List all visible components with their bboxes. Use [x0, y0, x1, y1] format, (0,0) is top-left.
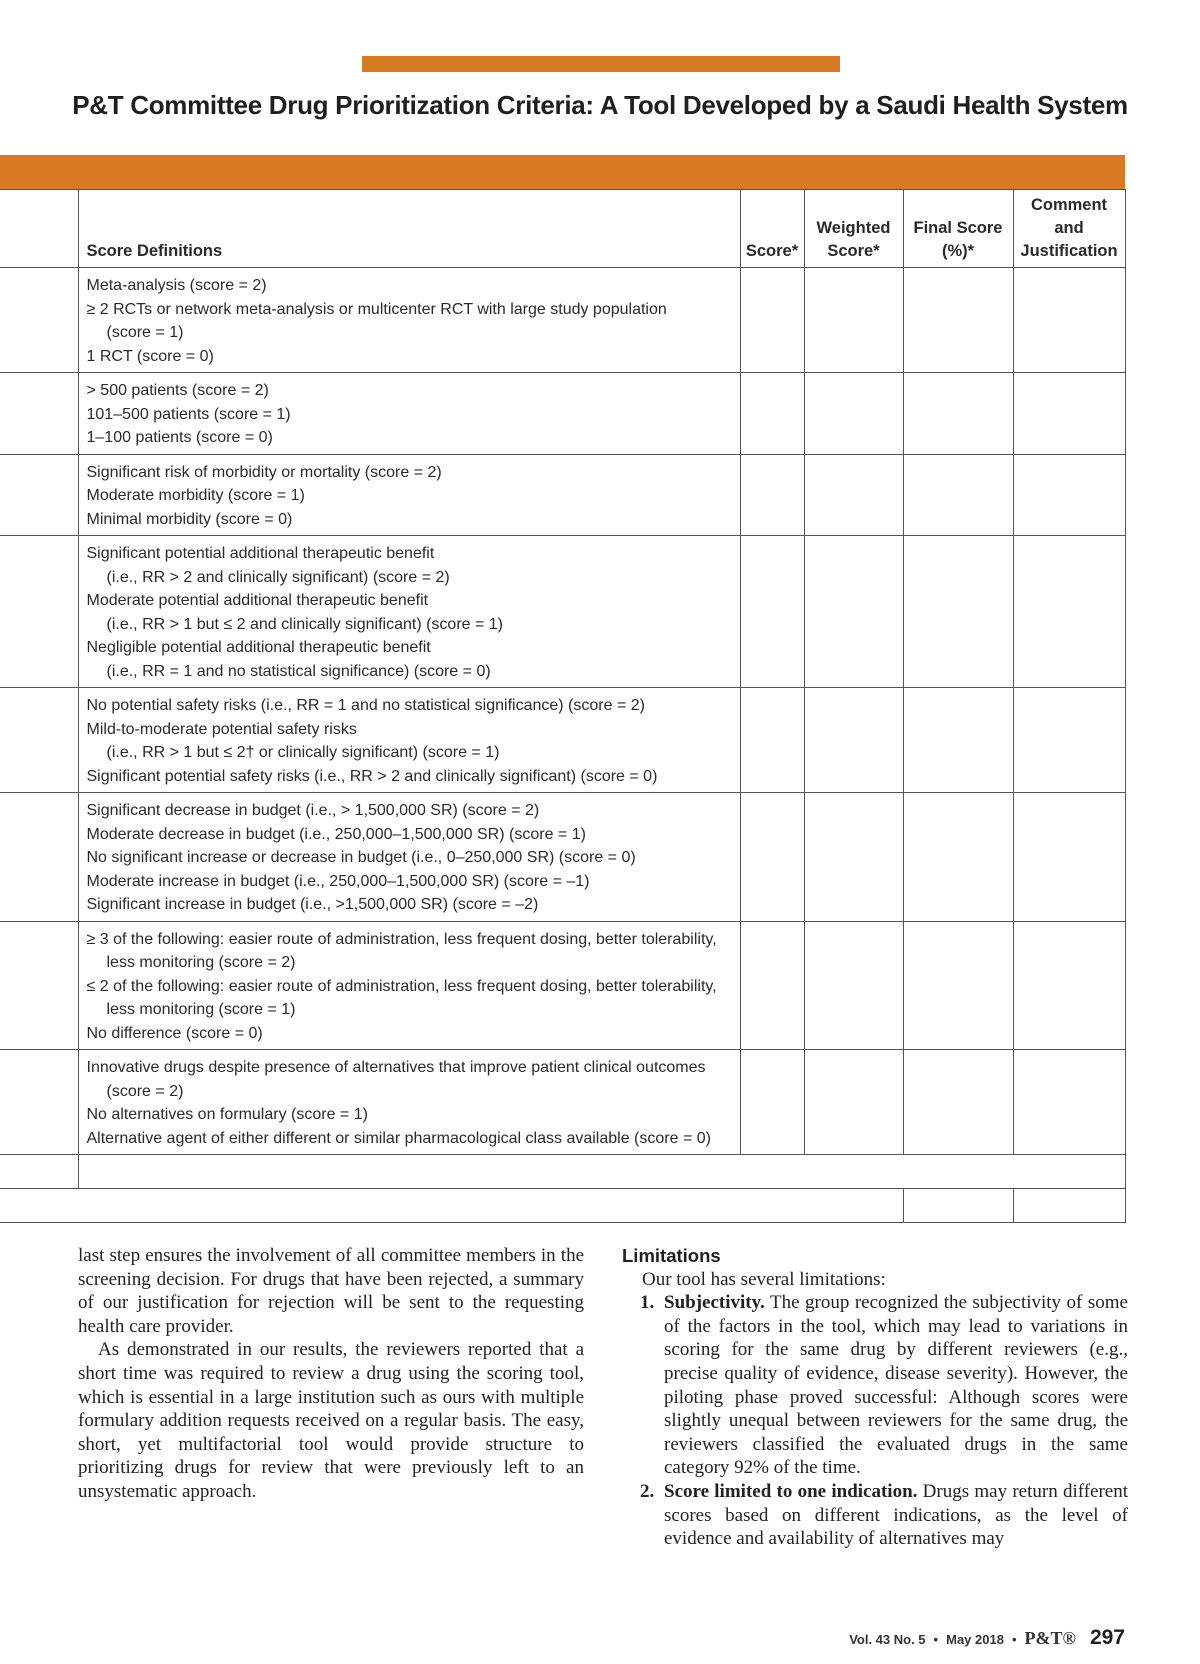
definition-line: 1–100 patients (score = 0): [86, 429, 273, 446]
weighted-score-cell: [804, 268, 903, 373]
table-row: [0, 688, 1125, 793]
comment-cell: [1013, 454, 1125, 536]
comment-cell: [1013, 373, 1125, 455]
item-text: The group recognized the subjectivity of some of the factors in the tool, which may lead to variations in scoring for the same drug by different reviewers (e.g., precise quality of evidence, disease severity). However, the piloting phase proved successful: Although scores were slightly unequal between reviewers for the same drug, the reviewers classified the evaluated drugs in the same category 92% of the time.: [664, 1292, 1128, 1479]
left-text-column: [78, 1244, 584, 1504]
definition-line: Significant decrease in budget (i.e., > 1,500,000 SR) (score = 2): [86, 802, 540, 819]
item-number: 1.: [640, 1292, 655, 1314]
criteria-cell: [0, 921, 78, 1050]
definition-line: 101–500 patients (score = 1): [86, 405, 291, 423]
final-score-cell: [903, 921, 1013, 1050]
criteria-table-body: [0, 268, 1125, 1223]
limitations-heading: Limitations: [622, 1245, 721, 1266]
definition-line: Moderate potential additional therapeutic benefit: [86, 592, 429, 609]
definition-line: No difference (score = 0): [86, 1024, 263, 1042]
weighted-score-cell: [804, 373, 903, 455]
paragraph: As demonstrated in our results, the reviewers reported that a short time was required to review a drug using the scoring tool, which is essential in a large institution such as ours with multiple formulary addition requests received on a regular basis. The easy, short, yet multifactorial tool would provide structure to prioritizing drugs for review that were previously left to an unsystematic approach.: [78, 1339, 584, 1502]
final-score-header: Final Score (%)*: [903, 190, 1013, 268]
item-title: Subjectivity.: [664, 1292, 765, 1314]
definition-line: Minimal morbidity (score = 0): [86, 510, 293, 528]
definition-line: Significant potential additional therapeutic benefit: [86, 545, 435, 562]
journal-name: P&T®: [1024, 1628, 1076, 1648]
definition-line: (i.e., RR > 1 but ≤ 2† or clinically significant) (score = 1): [106, 744, 500, 761]
definition-line: No potential safety risks (i.e., RR = 1 and no statistical significance) (score = 2): [86, 697, 645, 714]
separator-dot: •: [933, 1632, 939, 1647]
comment-justification-header: Comment and Justification: [1013, 190, 1125, 268]
definition-line: Negligible potential additional therapeutic benefit: [86, 639, 431, 656]
criteria-cell: [0, 268, 78, 373]
weighted-score-cell: [804, 536, 903, 688]
table-row: [0, 921, 1125, 1050]
list-item: [622, 1291, 1128, 1480]
page-number: 297: [1089, 1626, 1125, 1649]
weighted-score-cell: [804, 921, 903, 1050]
definition-line: Mild-to-moderate potential safety risks: [86, 720, 357, 738]
list-item: [622, 1480, 1128, 1551]
score-definitions-header: Score Definitions: [78, 190, 740, 268]
total-cell: [78, 1155, 1125, 1189]
definition-line: Significant increase in budget (i.e., >1,500,000 SR) (score = –2): [86, 896, 539, 913]
score-definition-cell: [78, 1050, 740, 1155]
page-footer: [849, 1626, 1125, 1650]
criteria-cell: [0, 688, 78, 793]
final-score-total-cell: [903, 1189, 1013, 1223]
final-score-cell: [903, 793, 1013, 922]
weighted-score-cell: [804, 1050, 903, 1155]
item-number: 2.: [640, 1480, 655, 1502]
separator-dot: •: [1011, 1632, 1017, 1647]
definition-line: (score = 1): [106, 324, 184, 341]
table-header-row: [0, 190, 1125, 268]
definition-line: Alternative agent of either different or similar pharmacological class available (score = 0): [86, 1129, 711, 1147]
page-title: P&T Committee Drug Prioritization Criteria: A Tool Developed by a Saudi Health System: [72, 90, 1128, 120]
criteria-cell: [0, 1155, 78, 1189]
right-text-column: [622, 1244, 1128, 1551]
header-accent-bar: [362, 56, 840, 72]
definition-line: > 500 patients (score = 2): [86, 382, 269, 399]
score-definition-cell: [78, 921, 740, 1050]
score-cell: [740, 536, 804, 688]
table-row: [0, 268, 1125, 373]
definition-line: (i.e., RR > 2 and clinically significant) (score = 2): [106, 568, 450, 586]
definition-line: ≥ 3 of the following: easier route of administration, less frequent dosing, better tolerability,: [86, 930, 717, 948]
final-score-cell: [903, 268, 1013, 373]
definition-line: less monitoring (score = 1): [106, 1001, 296, 1018]
comment-cell: [1013, 268, 1125, 373]
limitations-intro: Our tool has several limitations:: [642, 1268, 886, 1290]
definition-line: Significant potential safety risks (i.e., RR > 2 and clinically significant) (score = 0): [86, 767, 658, 785]
score-definition-cell: [78, 536, 740, 688]
definition-line: Moderate morbidity (score = 1): [86, 487, 305, 504]
definition-line: Significant risk of morbidity or mortality (score = 2): [86, 463, 442, 481]
score-definition-cell: [78, 373, 740, 455]
criteria-cell: [0, 536, 78, 688]
definition-line: ≥ 2 RCTs or network meta-analysis or multicenter RCT with large study population: [86, 300, 667, 318]
table-total-row: [0, 1155, 1125, 1189]
definition-line: Moderate decrease in budget (i.e., 250,000–1,500,000 SR) (score = 1): [86, 825, 586, 843]
score-cell: [740, 921, 804, 1050]
definition-line: (i.e., RR = 1 and no statistical significance) (score = 0): [106, 662, 491, 680]
weighted-score-cell: [804, 688, 903, 793]
score-cell: [740, 454, 804, 536]
score-header: Score*: [740, 190, 804, 268]
date-label: May 2018: [946, 1632, 1004, 1647]
score-definition-cell: [78, 793, 740, 922]
definition-line: 1 RCT (score = 0): [86, 347, 214, 365]
paragraph: last step ensures the involvement of all committee members in the screening decision. For drugs that have been rejected, a summary of our justification for rejection will be sent to the requesting health care provider.: [78, 1245, 584, 1337]
criteria-cell: [0, 454, 78, 536]
score-cell: [740, 688, 804, 793]
final-score-cell: [903, 373, 1013, 455]
final-score-cell: [903, 688, 1013, 793]
score-definition-cell: [78, 688, 740, 793]
table-row: [0, 793, 1125, 922]
criteria-table: [0, 189, 1126, 1223]
comment-cell: [1013, 536, 1125, 688]
score-cell: [740, 793, 804, 922]
weighted-score-cell: [804, 793, 903, 922]
score-cell: [740, 1050, 804, 1155]
criteria-cell: [0, 373, 78, 455]
definition-line: less monitoring (score = 2): [106, 954, 296, 971]
criteria-cell: [0, 1050, 78, 1155]
final-score-cell: [903, 536, 1013, 688]
table-row: [0, 373, 1125, 455]
table-row: [0, 1050, 1125, 1155]
score-cell: [740, 373, 804, 455]
table-row: [0, 454, 1125, 536]
definition-line: (i.e., RR > 1 but ≤ 2 and clinically significant) (score = 1): [106, 615, 503, 633]
issue-label: Vol. 43 No. 5: [849, 1632, 926, 1647]
definition-line: Moderate increase in budget (i.e., 250,000–1,500,000 SR) (score = –1): [86, 872, 590, 890]
comment-cell: [1013, 1050, 1125, 1155]
criteria-cell: [0, 793, 78, 922]
definition-line: Innovative drugs despite presence of alternatives that improve patient clinical outcomes: [86, 1059, 706, 1076]
definition-line: (score = 2): [106, 1082, 184, 1100]
definition-line: ≤ 2 of the following: easier route of administration, less frequent dosing, better tolerability,: [86, 977, 717, 995]
definition-line: Meta-analysis (score = 2): [86, 277, 267, 294]
final-label-cell: [0, 1189, 903, 1223]
criteria-header-cell: [0, 190, 78, 268]
item-title: Score limited to one indication.: [664, 1480, 918, 1502]
final-score-cell: [903, 1050, 1013, 1155]
limitations-list: [622, 1291, 1128, 1551]
table-row: [0, 536, 1125, 688]
score-definition-cell: [78, 454, 740, 536]
comment-cell: [1013, 793, 1125, 922]
final-score-cell: [903, 454, 1013, 536]
definition-line: No significant increase or decrease in budget (i.e., 0–250,000 SR) (score = 0): [86, 849, 636, 866]
table-final-row: [0, 1189, 1125, 1223]
comment-cell: [1013, 688, 1125, 793]
weighted-score-header: Weighted Score*: [804, 190, 903, 268]
weighted-score-cell: [804, 454, 903, 536]
definition-line: No alternatives on formulary (score = 1): [86, 1106, 368, 1123]
comment-cell: [1013, 921, 1125, 1050]
item-text: Drugs may return different scores based on different indications, as the level of evidence and availability of alternatives may: [664, 1480, 1129, 1550]
comment-total-cell: [1013, 1189, 1125, 1223]
table-header-band: [0, 155, 1125, 189]
score-definition-cell: [78, 268, 740, 373]
score-cell: [740, 268, 804, 373]
